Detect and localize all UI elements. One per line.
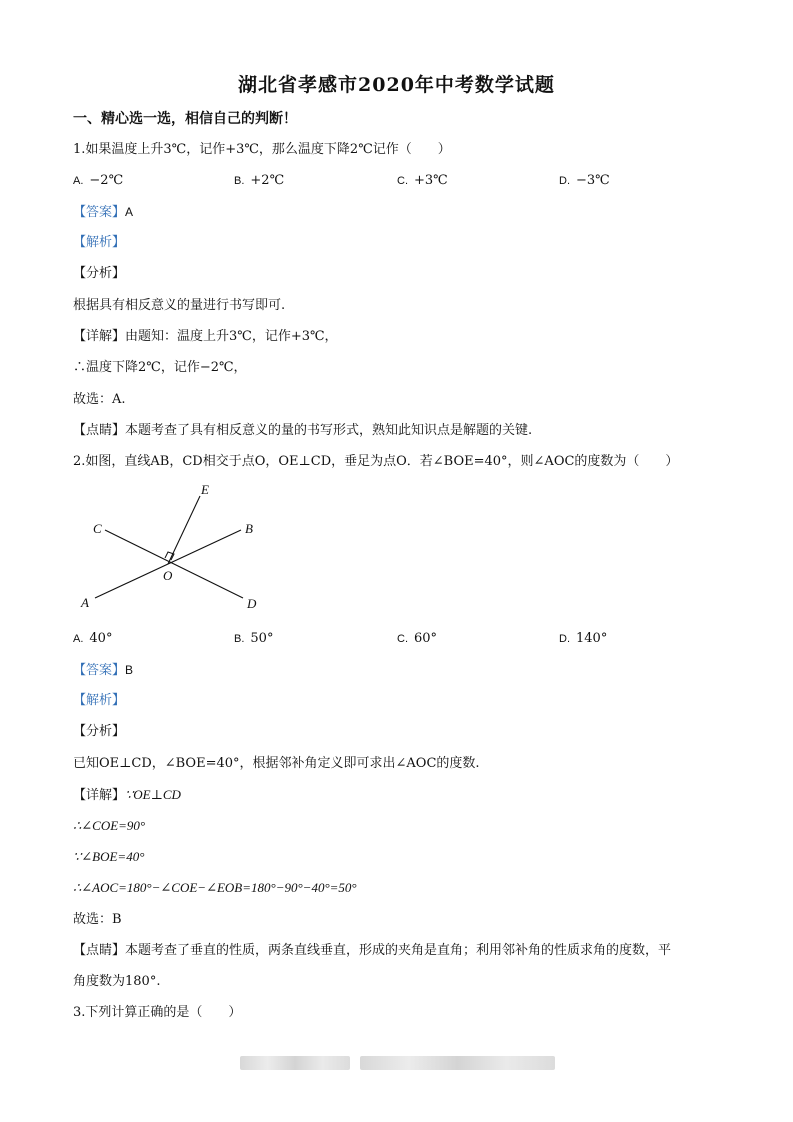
dianjing-text: 本题考查了垂直的性质，两条直线垂直，形成的夹角是直角；利用邻补角的性质求角的度数，平 [125, 943, 672, 958]
q1-option-a [73, 172, 123, 190]
label-d: D [247, 596, 257, 611]
q2-fenxi-tag: 【分析】 [73, 724, 126, 739]
option-letter: D. [559, 633, 570, 645]
option-text: −3℃ [576, 173, 610, 188]
q2-jiexi-tag: 【解析】 [73, 693, 126, 708]
q2-step3: ∵∠BOE=40° [73, 849, 145, 864]
option-text: 40° [89, 631, 113, 646]
q2-option-d [559, 630, 607, 648]
option-text: 50° [250, 631, 274, 646]
option-letter: B. [234, 633, 245, 645]
q2-xiangjie [73, 786, 181, 805]
option-letter: B. [234, 175, 245, 187]
dianjing-tag: 【点睛】 [73, 943, 126, 958]
answer-tag: 【答案】 [73, 663, 126, 678]
q1-guxuan: 故选：A. [73, 392, 126, 407]
option-letter: D. [559, 175, 570, 187]
answer-tag: 【答案】 [73, 205, 126, 220]
q2-figure [73, 480, 273, 615]
option-text: 140° [576, 631, 608, 646]
option-text: +2℃ [250, 173, 285, 188]
q1-jiexi-tag: 【解析】 [73, 235, 126, 250]
q2-step4: ∴∠AOC=180°−∠COE−∠EOB=180°−90°−40°=50° [73, 880, 357, 895]
q2-dianjing [73, 942, 671, 960]
q1-option-d [559, 172, 610, 190]
label-e: E [201, 482, 209, 497]
q2-stem: 2.如图，直线AB，CD相交于点O，OE⊥CD，垂足为点O．若∠BOE=40°，则∠AOC的度数为（ ） [73, 454, 679, 469]
q1-option-c [397, 172, 448, 190]
right-angle-mark [165, 552, 174, 560]
q1-step2: ∴温度下降2℃，记作−2℃， [73, 360, 247, 375]
q2-step2: ∴∠COE=90° [73, 818, 146, 833]
footer-watermark [360, 1056, 555, 1070]
q2-fenxi-text: 已知OE⊥CD，∠BOE=40°，根据邻补角定义即可求出∠AOC的度数. [73, 756, 480, 771]
line-cd [105, 530, 243, 598]
q2-option-b [234, 630, 273, 648]
option-letter: A. [73, 175, 84, 187]
q1-xiangjie [73, 328, 338, 346]
xiangjie-text: 由题知：温度上升3℃，记作+3℃， [125, 329, 338, 344]
q2-option-a [73, 630, 112, 648]
q1-fenxi-tag: 【分析】 [73, 266, 126, 281]
label-c: C [93, 521, 102, 536]
label-a: A [81, 595, 89, 610]
xiangjie-text: ∵OE⊥CD [125, 787, 181, 802]
q1-option-b [234, 172, 284, 190]
xiangjie-tag: 【详解】 [73, 329, 126, 344]
q2-guxuan: 故选：B [73, 912, 122, 927]
q2-answer [73, 661, 133, 680]
option-letter: C. [397, 175, 408, 187]
xiangjie-tag: 【详解】 [73, 788, 126, 803]
answer-value: A [125, 205, 134, 219]
section-heading: 一、精心选一选，相信自己的判断！ [73, 111, 297, 127]
footer-watermark [240, 1056, 350, 1070]
option-letter: A. [73, 633, 84, 645]
q1-dianjing [73, 422, 532, 440]
q2-dianjing-cont: 角度数为180°. [73, 974, 161, 989]
option-text: 60° [414, 631, 438, 646]
q1-answer [73, 203, 133, 222]
dianjing-text: 本题考查了具有相反意义的量的书写形式，熟知此知识点是解题的关键. [125, 423, 533, 438]
q3-stem: 3.下列计算正确的是（ ） [73, 1005, 242, 1020]
page-title: 湖北省孝感市2020年中考数学试题 [238, 74, 555, 96]
q2-option-c [397, 630, 437, 648]
option-text: +3℃ [414, 173, 448, 188]
q1-fenxi-text: 根据具有相反意义的量进行书写即可. [73, 298, 286, 313]
option-letter: C. [397, 633, 408, 645]
answer-value: B [125, 663, 134, 677]
dianjing-tag: 【点睛】 [73, 423, 126, 438]
q1-stem: 1.如果温度上升3℃，记作+3℃，那么温度下降2℃记作（ ） [73, 142, 451, 157]
option-text: −2℃ [89, 173, 124, 188]
label-b: B [245, 521, 253, 536]
label-o: O [163, 568, 173, 583]
